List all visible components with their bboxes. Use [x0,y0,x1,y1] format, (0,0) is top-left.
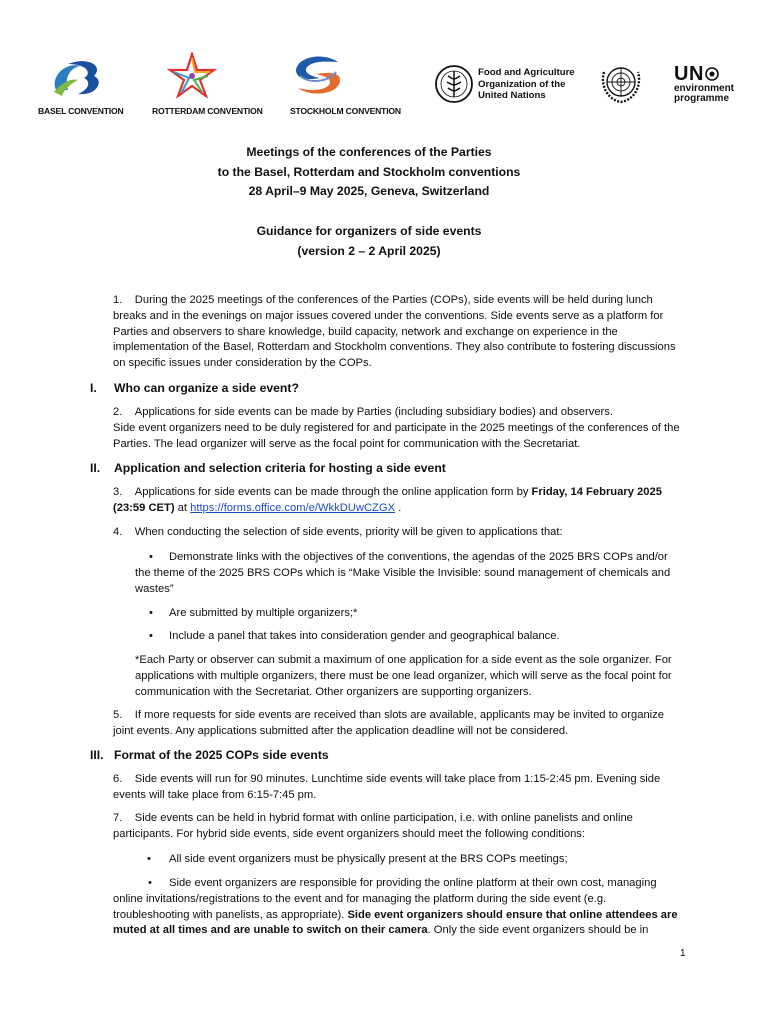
list-item-text [113,876,683,939]
title-line5: (version 2 – 2 April 2025) [297,243,441,258]
fao-emblem-icon [434,64,474,104]
paragraph-5: 5. If more requests for side events are received than slots are available, applicants may be invited to organize joint events. Any applications submitted after the application deadline will not be considered. [113,709,664,737]
title-line1: Meetings of the conferences of the Parties [246,145,492,159]
section-number: III. [90,748,104,762]
list-item-text: Are submitted by multiple organizers;* [169,607,358,619]
list-item-text: Include a panel that takes into consideration gender and geographical balance. [169,630,560,642]
footnote: *Each Party or observer can submit a maximum of one application for a side event as the sole organizer. For applications with multiple organizers, there must be one lead organizer, which will serve as the focal point for communication with the Secretariat. Other organizers are supporting organizers. [135,654,672,698]
bullet-icon: • [148,877,152,889]
document-title [0,143,738,202]
title-line3: 28 April–9 May 2025, Geneva, Switzerland [248,184,490,198]
basel-convention-logo [38,56,138,116]
paragraph-2b: Side event organizers need to be duly registered for and participate in the 2025 meetings of the conferences of the Parties. The lead organizer will serve as the focal point for communication with the Secretariat. [113,422,680,450]
stockholm-emblem-icon [290,54,346,98]
list-item-bold-text: Side event organizers should ensure that online attendees are muted at all times and are unable to switch on their camera [113,908,678,937]
bullet-icon: • [147,853,151,865]
application-deadline: Friday, 14 February 2025 (23:59 CET) [113,486,662,514]
basel-emblem-icon [48,56,108,98]
basel-caption: BASEL CONVENTION [38,106,124,116]
paragraph-3 [113,485,683,517]
section-title: Application and selection criteria for hosting a side event [114,461,446,475]
unep-line2: programme [674,93,730,104]
page-number: 1 [680,948,686,959]
paragraph-6: 6. Side events will run for 90 minutes. Lunchtime side events will take place from 1:15-2:45 pm. Evening side events will take place from 6:15-7:45 pm. [113,773,661,801]
fao-name-line1: Food and Agriculture [478,67,575,78]
unep-logo [674,64,744,110]
paragraph-3-text: 3. Applications for side events can be made through the online application form by [113,486,532,498]
section-title: Format of the 2025 COPs side events [114,748,329,762]
bullet-icon: • [149,551,153,563]
fao-name-line3: United Nations [478,90,546,101]
paragraph-4: 4. When conducting the selection of side events, priority will be given to applications that: [113,526,563,538]
un-globe-icon [598,62,644,106]
list-item [135,606,683,622]
application-form-link[interactable]: https://forms.office.com/e/WkkDUwCZGX [190,501,396,514]
stockholm-caption: STOCKHOLM CONVENTION [290,106,401,116]
fao-logo [434,64,584,108]
stockholm-convention-logo [290,50,416,116]
rotterdam-star-icon [164,52,220,98]
bullet-icon: • [149,607,153,619]
list-item-text: All side event organizers must be physically present at the BRS COPs meetings; [169,853,568,865]
unep-globe-icon [705,67,719,81]
paragraph-3-text-b: at [174,501,191,514]
section-number: II. [90,461,101,475]
logo-row [38,50,738,120]
section-number: I. [90,381,97,395]
list-item [113,876,683,939]
list-item-text-a: Side event organizers are responsible for providing the online platform at their own cost, managing online invitations/registrations to the event and for managing the platform during the side event (e.g. troubleshooting with panelists, as appropriate). [113,877,657,921]
un-emblem-logo [598,62,646,108]
list-item-text-b: . Only the side event organizers should be in [427,924,649,937]
section-title: Who can organize a side event? [114,381,299,395]
bullet-icon: • [149,630,153,642]
title-line2: to the Basel, Rotterdam and Stockholm conventions [217,164,521,179]
rotterdam-convention-logo [152,56,272,116]
paragraph-3-text-c: . [395,501,402,514]
rotterdam-caption: ROTTERDAM CONVENTION [152,106,263,116]
fao-name-line2: Organization of the [478,78,566,90]
unep-un-text: UN [674,64,744,84]
list-item-text: Demonstrate links with the objectives of the conventions, the agendas of the 2025 BRS COPs and/or the theme of the 2025 BRS COPs which is “Make Visible the Invisible: sound management of chemicals and wastes” [135,551,671,595]
fao-name [478,67,575,102]
document-subtitle [0,222,738,261]
list-item [135,852,683,868]
list-item [135,550,683,597]
title-line4: Guidance for organizers of side events [256,224,482,238]
paragraph-2a: 2. Applications for side events can be made by Parties (including subsidiary bodies) and observers. [113,406,613,418]
unep-line1: environment [674,83,735,94]
paragraph-7: 7. Side events can be held in hybrid format with online participation, i.e. with online panelists and online participants. For hybrid side events, side event organizers should meet the following conditions: [113,812,633,840]
paragraph-1: 1. During the 2025 meetings of the conferences of the Parties (COPs), side events will be held during lunch breaks and in the evenings on major issues covered under the conventions. Side events serve as a platform for Parties and observers to share knowledge, build capacity, network and exchange on experience in the implementation of the Basel, Rotterdam and Stockholm conventions. They also contribute to fostering discussions on specific issues under consideration by the COPs. [113,294,676,370]
list-item [135,629,683,645]
